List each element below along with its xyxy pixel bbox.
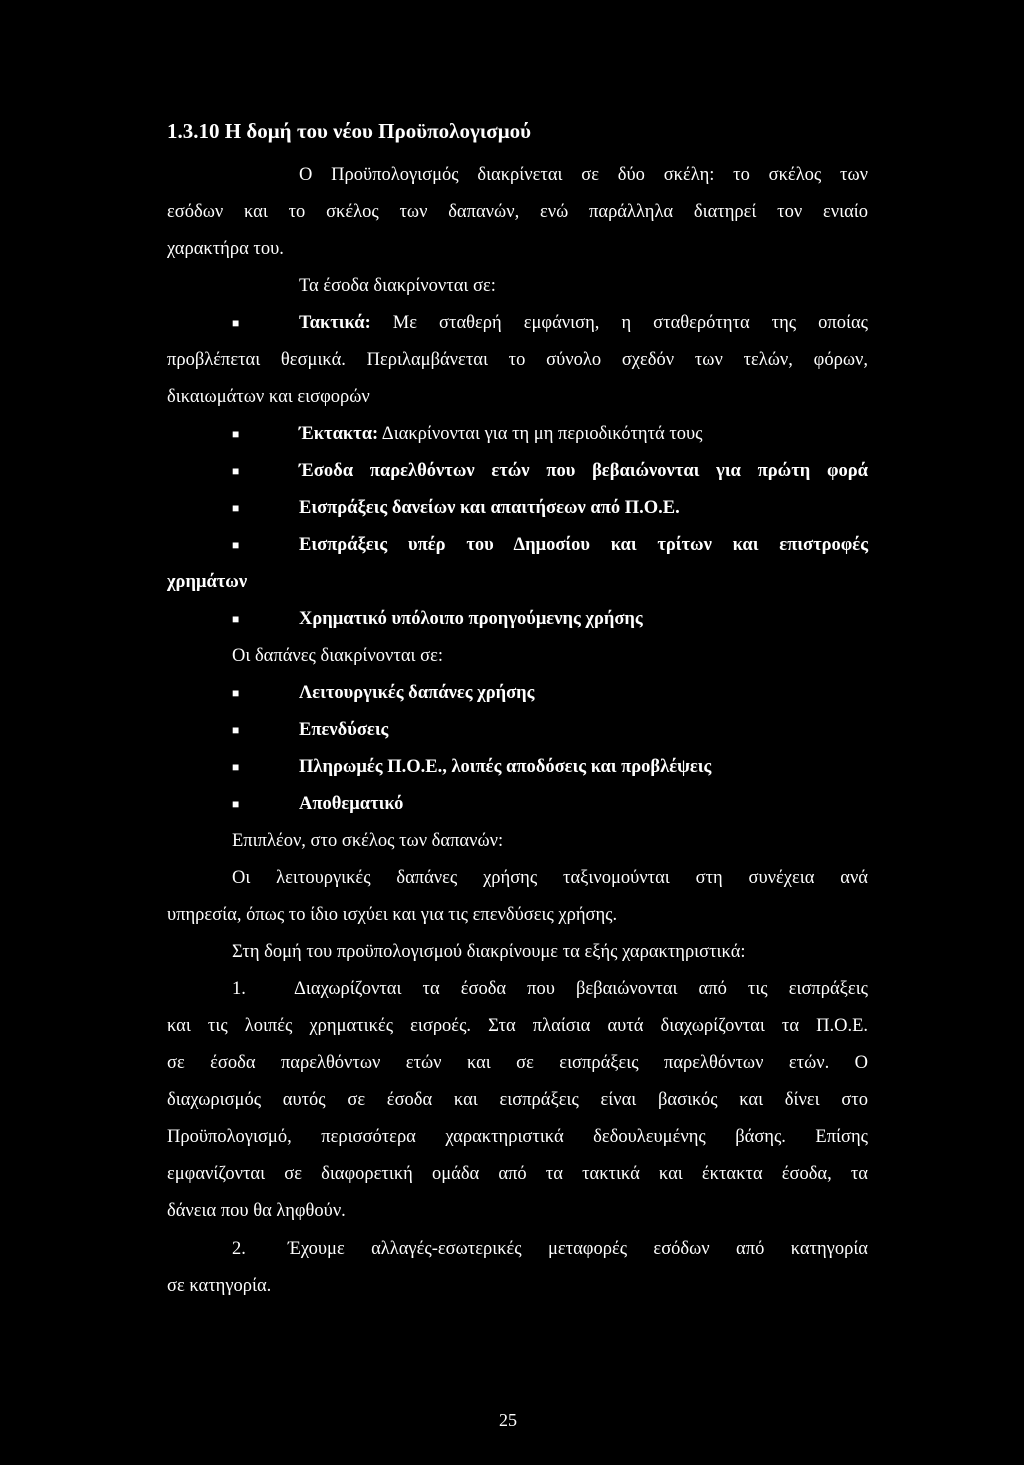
- expense-item: Πληρωμές Π.Ο.Ε., λοιπές αποδόσεις και προβλέψεις: [299, 757, 712, 777]
- third-party-receipts-1: Εισπράξεις υπέρ του Δημοσίου και τρίτων και επιστροφές: [299, 535, 868, 555]
- feature-1-line-3: σε έσοδα παρελθόντων ετών και σε εισπράξεις παρελθόντων ετών. Ο: [167, 1053, 868, 1073]
- bullet-icon: [232, 496, 239, 520]
- bullet-icon: [232, 607, 239, 631]
- expense-item: Επενδύσεις: [299, 720, 389, 740]
- expenses-lead: Οι δαπάνες διακρίνονται σε:: [232, 646, 443, 666]
- additional-line-1: Οι λειτουργικές δαπάνες χρήσης ταξινομούνται στη συνέχεια ανά: [232, 868, 868, 888]
- feature-1-line-5: Προϋπολογισμό, περισσότερα χαρακτηριστικά δεδουλευμένης βάσης. Επίσης: [167, 1127, 868, 1147]
- features-lead: Στη δομή του προϋπολογισμού διακρίνουμε τα εξής χαρακτηριστικά:: [232, 942, 746, 962]
- intro-line-1: Ο Προϋπολογισμός διακρίνεται σε δύο σκέλη: το σκέλος των: [299, 165, 868, 185]
- section-heading: 1.3.10 Η δομή του νέου Προϋπολογισμού: [167, 119, 532, 143]
- feature-1-number: 1.: [232, 979, 246, 999]
- feature-2-line-2: σε κατηγορία.: [167, 1276, 272, 1296]
- cash-balance: Χρηματικό υπόλοιπο προηγούμενης χρήσης: [299, 609, 643, 629]
- feature-2-number: 2.: [232, 1239, 246, 1259]
- bullet-icon: [232, 681, 239, 705]
- regular-revenue-line-3: δικαιωμάτων και εισφορών: [167, 387, 370, 407]
- expense-item: Αποθεματικό: [299, 794, 404, 814]
- intro-line-3: χαρακτήρα του.: [167, 239, 284, 259]
- revenue-lead: Τα έσοδα διακρίνονται σε:: [299, 276, 496, 296]
- regular-revenue-line-2: προβλέπεται θεσμικά. Περιλαμβάνεται το σύνολο σχεδόν των τελών, φόρων,: [167, 350, 868, 370]
- bullet-icon: [232, 755, 239, 779]
- feature-2-line-1: Έχουμε αλλαγές-εσωτερικές μεταφορές εσόδων από κατηγορία: [288, 1239, 868, 1259]
- past-years-revenue: Έσοδα παρελθόντων ετών που βεβαιώνονται για πρώτη φορά: [299, 461, 868, 481]
- bullet-icon: [232, 459, 239, 483]
- expense-item: Λειτουργικές δαπάνες χρήσης: [299, 683, 535, 703]
- bullet-icon: [232, 718, 239, 742]
- bullet-icon: [232, 422, 239, 446]
- feature-1-line-4: διαχωρισμός αυτός σε έσοδα και εισπράξεις είναι βασικός και δίνει στο: [167, 1090, 868, 1110]
- extraordinary-revenue: [299, 422, 703, 446]
- extra-text: Διακρίνονται για τη μη περιοδικότητά τους: [381, 424, 703, 444]
- bullet-icon: [232, 311, 239, 335]
- extra-label: Έκτακτα:: [299, 424, 379, 444]
- bullet-icon: [232, 792, 239, 816]
- page-number: 25: [499, 1410, 517, 1430]
- feature-1-line-7: δάνεια που θα ληφθούν.: [167, 1201, 346, 1221]
- regular-label: Τακτικά:: [299, 313, 371, 333]
- feature-1-line-2: και τις λοιπές χρηματικές εισροές. Στα πλαίσια αυτά διαχωρίζονται τα Π.Ο.Ε.: [167, 1016, 868, 1036]
- additional-lead: Επιπλέον, στο σκέλος των δαπανών:: [232, 831, 504, 851]
- loan-receipts: Εισπράξεις δανείων και απαιτήσεων από Π.Ο.Ε.: [299, 498, 680, 518]
- intro-line-2: εσόδων και το σκέλος των δαπανών, ενώ παράλληλα διατηρεί τον ενιαίο: [167, 202, 868, 222]
- additional-line-2: υπηρεσία, όπως το ίδιο ισχύει και για τις επενδύσεις χρήσης.: [167, 905, 618, 925]
- bullet-icon: [232, 533, 239, 557]
- third-party-receipts-2: χρημάτων: [167, 572, 248, 592]
- regular-text-1: Με σταθερή εμφάνιση, η σταθερότητα της οποίας: [392, 313, 868, 333]
- regular-revenue-line-1: [299, 311, 868, 335]
- feature-1-line-6: εμφανίζονται σε διαφορετική ομάδα από τα τακτικά και έκτακτα έσοδα, τα: [167, 1164, 868, 1184]
- feature-1-line-1: Διαχωρίζονται τα έσοδα που βεβαιώνονται από τις εισπράξεις: [294, 979, 868, 999]
